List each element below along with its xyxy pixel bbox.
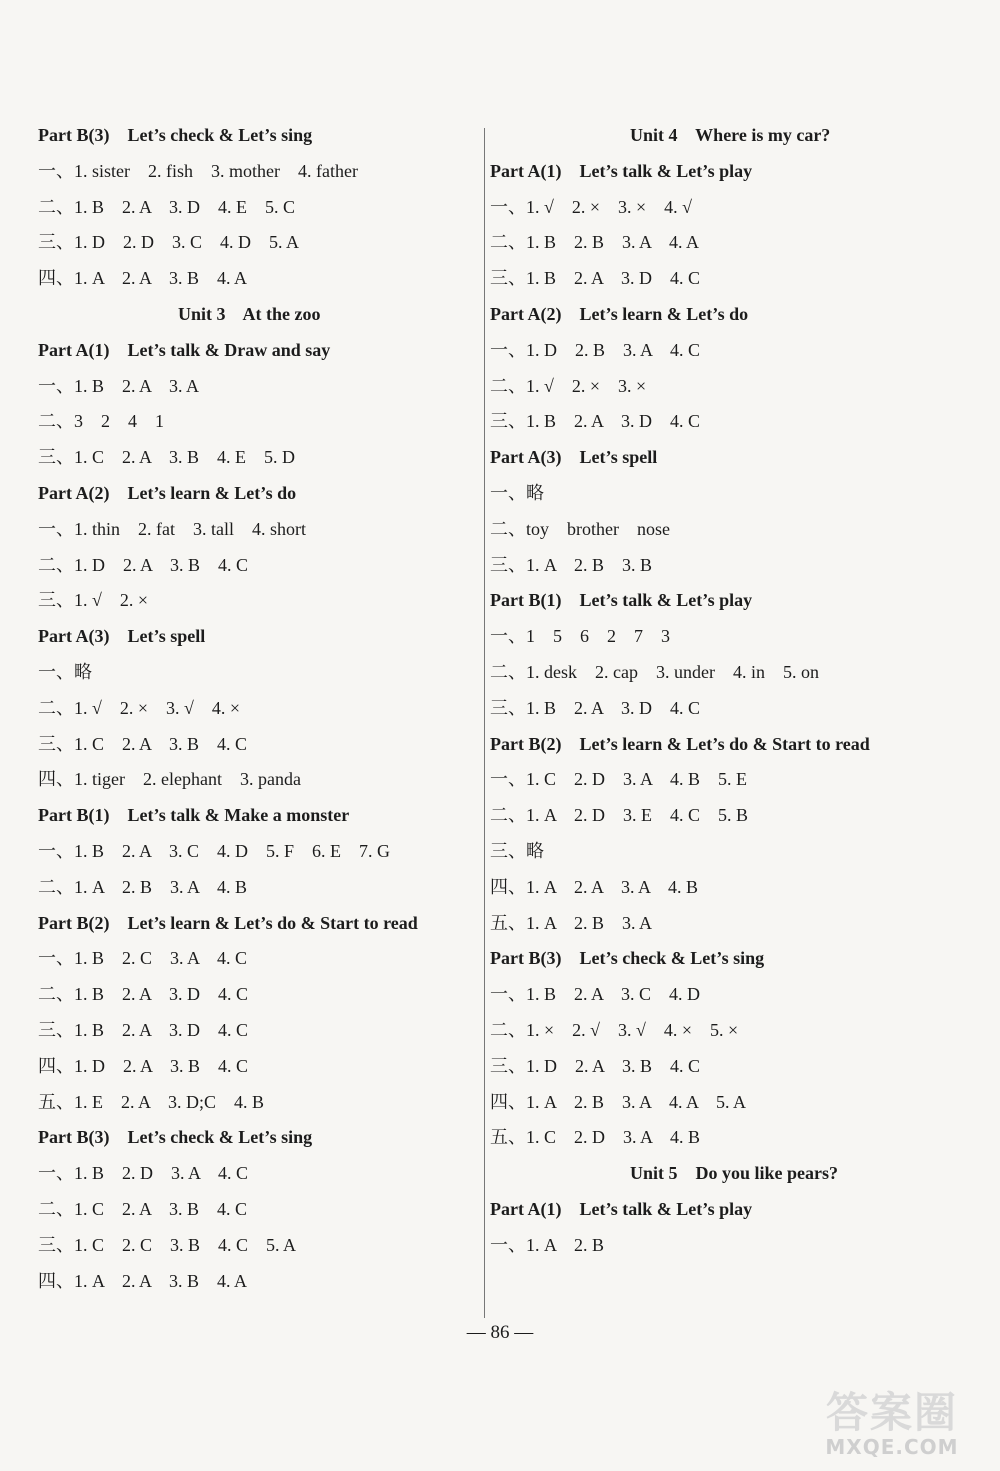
answer-line: 四、1. A 2. A 3. B 4. A [38, 1270, 248, 1291]
section-heading: Part B(3) Let’s check & Let’s sing [490, 948, 765, 969]
answer-line: 四、1. A 2. A 3. A 4. B [490, 876, 699, 897]
answer-line: 一、1. D 2. B 3. A 4. C [490, 339, 701, 360]
answer-line: 二、toy brother nose [490, 518, 670, 539]
section-heading: Part B(3) Let’s check & Let’s sing [38, 125, 313, 145]
column-divider [484, 128, 485, 1318]
answer-line: 一、1. B 2. C 3. A 4. C [38, 948, 248, 969]
left-column [38, 118, 478, 1299]
answer-line: 二、1. B 2. A 3. D 4. E 5. C [38, 196, 296, 217]
answer-line: 一、1. B 2. A 3. C 4. D 5. F 6. E 7. G [38, 840, 391, 861]
answer-line: 三、1. B 2. A 3. D 4. C [490, 411, 701, 432]
answer-line: 三、1. D 2. A 3. B 4. C [490, 1055, 701, 1076]
answer-line: 一、1. A 2. B [490, 1234, 605, 1255]
section-heading: Part B(2) Let’s learn & Let’s do & Start to read [490, 733, 870, 754]
section-heading: Part A(1) Let’s talk & Let’s play [490, 1198, 753, 1219]
answer-line: 五、1. C 2. D 3. A 4. B [490, 1127, 701, 1148]
answer-line: 一、略 [38, 661, 92, 682]
answer-line: 四、1. A 2. B 3. A 4. A 5. A [490, 1091, 747, 1112]
section-heading: Part A(3) Let’s spell [490, 447, 658, 468]
section-heading: Part A(1) Let’s talk & Let’s play [490, 160, 753, 181]
answer-line: 二、1. B 2. B 3. A 4. A [490, 232, 700, 253]
answer-line: 二、1. B 2. A 3. D 4. C [38, 984, 249, 1005]
section-heading: Part A(3) Let’s spell [38, 626, 206, 647]
answer-line: 三、1. B 2. A 3. D 4. C [38, 1019, 249, 1040]
answer-line: 一、略 [490, 482, 544, 503]
answer-line: 二、1. D 2. A 3. B 4. C [38, 554, 249, 575]
answer-line: 四、1. D 2. A 3. B 4. C [38, 1055, 249, 1076]
watermark-text: 答案圈 [825, 1388, 958, 1437]
answer-line: 一、1. sister 2. fish 3. mother 4. father [38, 160, 358, 181]
section-heading: Part B(1) Let’s talk & Make a monster [38, 805, 350, 826]
answer-line: 一、1 5 6 2 7 3 [490, 626, 670, 647]
section-heading: Part B(1) Let’s talk & Let’s play [490, 590, 753, 611]
answer-line: 三、1. C 2. A 3. B 4. E 5. D [38, 447, 296, 468]
section-heading: Part A(2) Let’s learn & Let’s do [38, 482, 297, 503]
answer-line: 三、1. D 2. D 3. C 4. D 5. A [38, 232, 300, 253]
section-heading: Part B(2) Let’s learn & Let’s do & Start to read [38, 912, 418, 933]
answer-line: 二、3 2 4 1 [38, 411, 164, 432]
answer-line: 三、1. C 2. A 3. B 4. C [38, 733, 248, 754]
answer-line: 一、1. B 2. A 3. A [38, 375, 200, 396]
answer-line: 二、1. desk 2. cap 3. under 4. in 5. on [490, 661, 819, 682]
answer-line: 一、1. B 2. D 3. A 4. C [38, 1163, 249, 1184]
answer-line: 五、1. A 2. B 3. A [490, 912, 653, 933]
answer-line: 一、1. thin 2. fat 3. tall 4. short [38, 518, 306, 539]
right-column [490, 118, 930, 1264]
section-heading: Part A(1) Let’s talk & Draw and say [38, 339, 331, 360]
answer-line: 三、1. B 2. A 3. D 4. C [490, 268, 701, 289]
answer-line: 三、1. A 2. B 3. B [490, 554, 653, 575]
answer-line: 一、1. C 2. D 3. A 4. B 5. E [490, 769, 748, 790]
answer-line: 三、1. √ 2. × [38, 590, 149, 611]
watermark-url: MXQE.COM [825, 1435, 959, 1459]
unit-title: Unit 5 Do you like pears? [630, 1163, 839, 1184]
answer-line: 四、1. tiger 2. elephant 3. panda [38, 769, 301, 790]
answer-line: 一、1. √ 2. × 3. × 4. √ [490, 196, 693, 217]
section-heading: Part A(2) Let’s learn & Let’s do [490, 303, 749, 324]
answer-line: 三、略 [490, 840, 544, 861]
section-heading: Part B(3) Let’s check & Let’s sing [38, 1127, 313, 1148]
answer-line: 三、1. C 2. C 3. B 4. C 5. A [38, 1234, 297, 1255]
answer-line: 二、1. × 2. √ 3. √ 4. × 5. × [490, 1019, 739, 1040]
watermark-logo [792, 1388, 992, 1461]
answer-line: 二、1. √ 2. × 3. × [490, 375, 647, 396]
answer-line: 五、1. E 2. A 3. D;C 4. B [38, 1091, 265, 1112]
answer-line: 四、1. A 2. A 3. B 4. A [38, 268, 248, 289]
unit-title: Unit 3 At the zoo [178, 303, 321, 324]
answer-line: 一、1. B 2. A 3. C 4. D [490, 984, 701, 1005]
answer-line: 二、1. C 2. A 3. B 4. C [38, 1198, 248, 1219]
answer-line: 二、1. A 2. B 3. A 4. B [38, 876, 248, 897]
answer-line: 二、1. A 2. D 3. E 4. C 5. B [490, 805, 749, 826]
answer-line: 二、1. √ 2. × 3. √ 4. × [38, 697, 241, 718]
unit-title: Unit 4 Where is my car? [630, 125, 831, 145]
answer-line: 三、1. B 2. A 3. D 4. C [490, 697, 701, 718]
page-number: — 86 — [466, 1322, 534, 1343]
